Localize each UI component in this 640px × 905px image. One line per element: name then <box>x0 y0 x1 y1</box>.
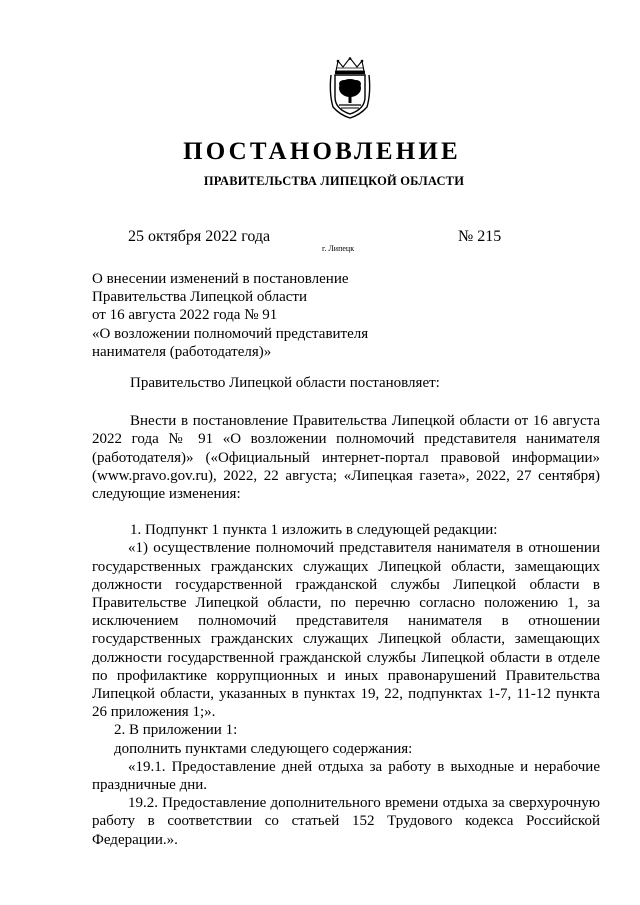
item-2-heading: 2. В приложении 1: <box>114 722 238 739</box>
preamble-paragraph: Правительство Липецкой области постановляет: <box>130 375 440 391</box>
subject-line: «О возложении полномочий представителя <box>92 325 369 342</box>
item-2-text: дополнить пунктами следующего содержания: <box>114 740 413 757</box>
subject-line: Правительства Липецкой области <box>92 289 308 306</box>
subject-line: нанимателя (работодателя)» <box>92 343 272 360</box>
document-number: № 215 <box>458 228 502 245</box>
document-place: г. Липецк <box>322 244 355 253</box>
item-1-heading: 1. Подпункт 1 пункта 1 изложить в следующей редакции: <box>130 522 498 539</box>
subject-line: от 16 августа 2022 года № 91 <box>92 307 278 324</box>
document-subtitle: ПРАВИТЕЛЬСТВА ЛИПЕЦКОЙ ОБЛАСТИ <box>203 174 465 188</box>
document-date: 25 октября 2022 года <box>128 228 271 245</box>
item-2-point-19-2: 19.2. Предоставление дополнительного времени отдыха за сверхурочную работу в соответствии со статьей 152 Трудового кодекса Российской Федерации.». <box>92 795 600 848</box>
document-subject <box>92 270 368 361</box>
document-title: ПОСТАНОВЛЕНИЕ <box>183 138 461 165</box>
item-2-point-19-1: «19.1. Предоставление дней отдыха за работу в выходные и нерабочие праздничные дни. <box>92 758 600 794</box>
subject-line: О внесении изменений в постановление <box>92 271 349 287</box>
coat-of-arms-icon <box>328 57 372 119</box>
item-1-text: «1) осуществление полномочий представителя нанимателя в отношении государственных гражданских служащих Липецкой области, замещающих должности государственной гражданской службы Липецкой области в Правительстве Липецкой области, по перечню согласно положению 1, за исключением полномочий представителя нанимателя в отношении государственных гражданских служащих Липецкой области, замещающих должности государственной гражданской службы Липецкой области в отделе по профилактике коррупционных и иных правонарушений Правительства Липецкой области, указанных в пунктах 19, 22, подпунктах 1-7, 11-12 пункта 26 приложения 1;». <box>92 540 600 721</box>
intro-paragraph: Внести в постановление Правительства Липецкой области от 16 августа 2022 года № 91 «О возложении полномочий представителя нанимателя (работодателя)» («Официальный интернет-портал правовой информации» (www.pravo.gov.ru), 2022, 22 августа; «Липецкая газета», 2022, 27 сентября) следующие изменения: <box>92 413 600 503</box>
document-body <box>92 374 600 849</box>
